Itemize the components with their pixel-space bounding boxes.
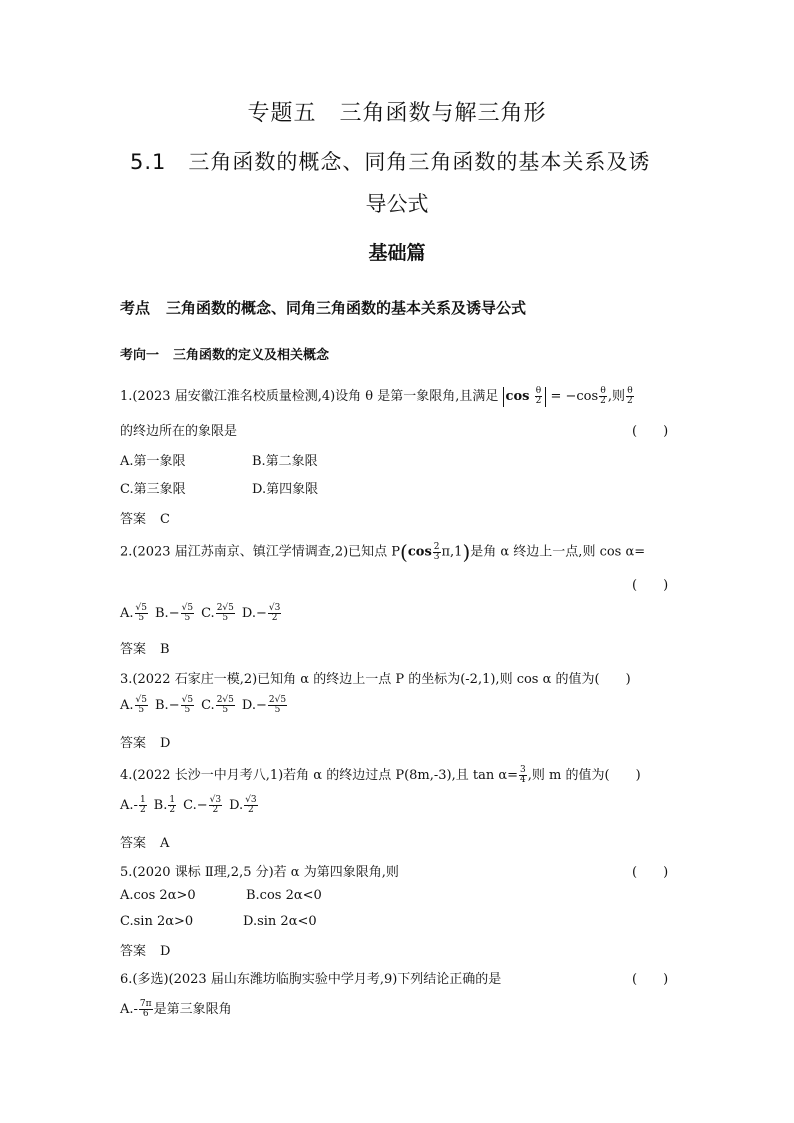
- q3-option-b: B.− $\frac{√5}{5}$: [155, 695, 194, 715]
- part-heading: 基础篇: [368, 242, 426, 264]
- topic-heading: [120, 297, 526, 318]
- abs-value: cos $\frac{\theta}{2}$: [503, 387, 547, 407]
- q2-answer: 答案 B: [120, 642, 170, 657]
- q5-stem: 5.(2020 课标 Ⅱ理,2,5 分)若 α 为第四象限角,则: [120, 865, 399, 880]
- section-title-line2: 导公式: [365, 192, 429, 216]
- q4-answer: 答案 A: [120, 836, 170, 851]
- subtopic-text: 三角函数的定义及相关概念: [173, 348, 330, 363]
- section-title-line1: 5.1 三角函数的概念、同角三角函数的基本关系及诱: [130, 150, 651, 174]
- q4-option-a: A.- $\frac{1}{2}$: [120, 795, 146, 815]
- q4-option-d: D. $\frac{√3}{2}$: [229, 795, 257, 815]
- q2-option-c: C. $\frac{2√5}{5}$: [201, 603, 234, 623]
- q5-option-c: C.sin 2α>0: [120, 914, 194, 929]
- q1-option-a: A.第一象限: [120, 454, 186, 469]
- q3-option-a: A. $\frac{√5}{5}$: [120, 695, 147, 715]
- q5-option-a: A.cos 2α>0: [120, 888, 196, 903]
- q6-stem: 6.(多选)(2023 届山东潍坊临朐实验中学月考,9)下列结论正确的是: [120, 972, 502, 987]
- q4-option-c: C.− $\frac{√3}{2}$: [183, 795, 222, 815]
- subtopic-heading: [120, 344, 329, 363]
- q1-option-c: C.第三象限: [120, 482, 186, 497]
- q2-option-d: D.− $\frac{√3}{2}$: [241, 603, 281, 623]
- q2-answer-blank: ( ): [632, 578, 669, 593]
- q5-answer: 答案 D: [120, 944, 171, 959]
- q5-answer-blank: ( ): [632, 865, 669, 880]
- q1-stem-line1: 1.(2023 届安徽江淮名校质量检测,4)设角 θ 是第一象限角,且满足 cos $\frac{\theta}{2}$ = −cos $\frac{\theta}{2}$ ,则 $\frac{\theta}{2}$: [120, 385, 633, 406]
- subtopic-label: 考向一: [120, 348, 160, 363]
- q1-stem-line2: 的终边所在的象限是: [120, 424, 238, 439]
- q3-options: [120, 696, 294, 715]
- q2-option-a: A. $\frac{√5}{5}$: [120, 603, 147, 623]
- q4-options: [120, 796, 265, 815]
- topic-text: 三角函数的概念、同角三角函数的基本关系及诱导公式: [166, 299, 527, 317]
- q5-option-d: D.sin 2α<0: [243, 914, 317, 929]
- q5-option-b: B.cos 2α<0: [246, 888, 322, 903]
- q2-options: [120, 604, 288, 623]
- q2-option-b: B.− $\frac{√5}{5}$: [155, 603, 194, 623]
- q1-answer-blank: ( ): [632, 424, 669, 439]
- q3-answer: 答案 D: [120, 736, 171, 751]
- q4-stem: 4.(2022 长沙一中月考八,1)若角 α 的终边过点 P(8m,-3),且 tan α= $\frac{3}{4}$ ,则 m 的值为( ): [120, 765, 641, 785]
- q3-option-c: C. $\frac{2√5}{5}$: [201, 695, 234, 715]
- q1-option-d: D.第四象限: [252, 482, 319, 497]
- topic-label: 考点: [120, 299, 151, 317]
- q3-option-d: D.− $\frac{2√5}{5}$: [241, 695, 287, 715]
- q6-answer-blank: ( ): [632, 972, 669, 987]
- q1-answer: 答案 C: [120, 512, 170, 527]
- q1-option-b: B.第二象限: [252, 454, 318, 469]
- q4-option-b: B. $\frac{1}{2}$: [153, 795, 176, 815]
- q6-option-a: A.- $\frac{7\pi}{6}$ 是第三象限角: [120, 999, 232, 1019]
- chapter-title: 专题五 三角函数与解三角形: [247, 101, 547, 126]
- q3-stem: 3.(2022 石家庄一模,2)已知角 α 的终边上一点 P 的坐标为(-2,1),则 cos α 的值为( ): [120, 672, 631, 687]
- q2-stem: 2.(2023 届江苏南京、镇江学情调查,2)已知点 P(cos $\frac{2}{3}$ π,1)是角 α 终边上一点,则 cos α=: [120, 540, 646, 564]
